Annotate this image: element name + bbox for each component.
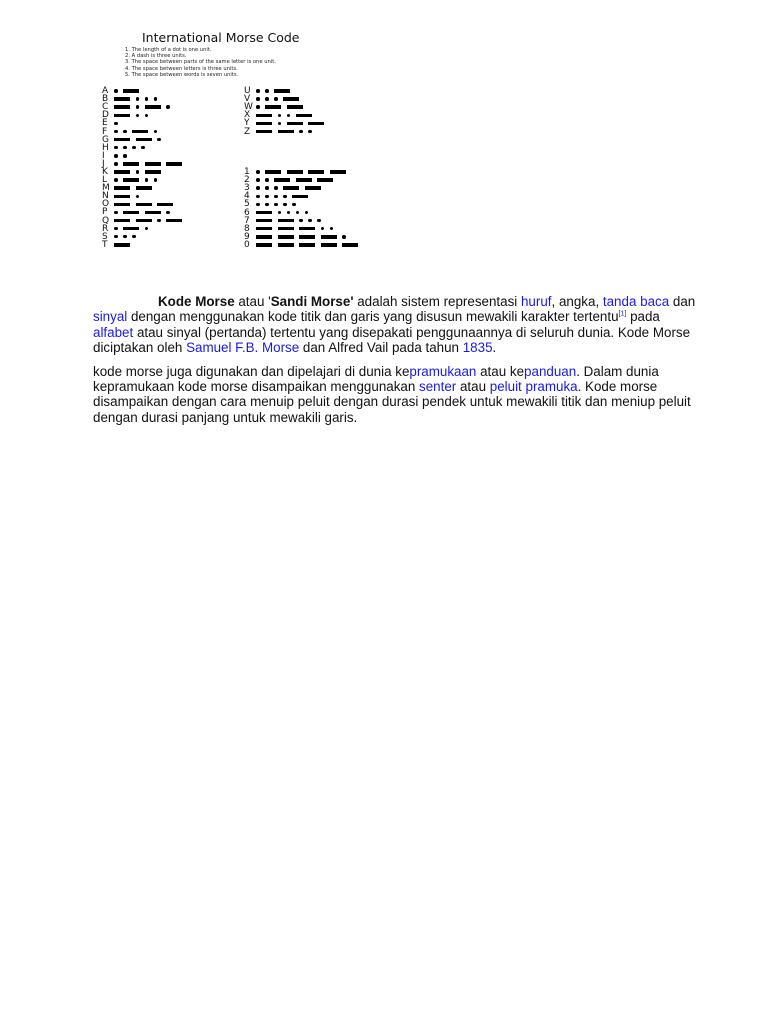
morse-dot [278,211,282,215]
morse-dash [308,170,324,174]
morse-symbols [114,243,136,247]
morse-symbols [114,138,166,142]
morse-char: N [102,191,109,202]
morse-char: 7 [244,215,250,226]
morse-dot [287,114,291,118]
morse-dot [287,211,291,215]
text: pada [626,309,660,325]
morse-dash [114,243,130,247]
morse-dot [256,170,260,174]
morse-dot [274,97,278,101]
text: dan [669,294,696,309]
morse-symbols [256,195,314,199]
morse-dash [123,178,139,182]
morse-dot [123,130,127,134]
morse-dot [330,227,334,231]
morse-dot [114,122,118,126]
morse-symbols [256,122,330,126]
term-sandi-morse: Sandi Morse' [270,294,354,309]
morse-row-c [102,103,188,111]
morse-row-6 [244,208,364,216]
link-1835[interactable]: 1835 [462,340,493,356]
morse-dash [296,114,312,118]
morse-dot [256,97,260,101]
morse-symbols [114,219,188,223]
morse-symbols [114,203,179,207]
text: kode morse juga digunakan dan dipelajari di dunia ke [93,363,410,379]
morse-dash [330,170,346,174]
morse-char: 8 [244,223,250,234]
morse-dash [145,170,161,174]
morse-row-b [102,95,188,103]
morse-dot [265,203,269,207]
morse-dot [299,130,303,134]
morse-dot [136,114,140,118]
morse-char: B [102,94,109,105]
text: , angka, [551,294,603,309]
morse-dot [123,235,127,239]
morse-symbols [114,162,188,166]
morse-row-h [102,144,188,152]
morse-symbols [256,235,351,239]
morse-dash [278,227,294,231]
text: . Dalam dunia kepramukaan kode morse disampaikan menggunakan [93,363,659,395]
morse-dash [278,243,294,247]
morse-code-chart [98,26,398,256]
morse-char: W [244,102,253,113]
morse-row-3 [244,184,364,192]
chart-title: International Morse Code [142,30,300,45]
morse-row-u [244,87,330,95]
morse-dash [114,105,130,109]
morse-dash [132,130,148,134]
morse-dash [292,195,308,199]
morse-dash [114,186,130,190]
morse-char: 9 [244,231,250,242]
morse-char: X [244,110,251,121]
morse-dash [317,178,333,182]
morse-dot [274,203,278,207]
morse-symbols [256,203,301,207]
morse-row-4 [244,192,364,200]
morse-dot [114,130,118,134]
morse-dot [114,227,118,231]
morse-symbols [114,89,145,93]
morse-row-8 [244,225,364,233]
morse-dot [145,178,149,182]
morse-dash [299,243,315,247]
morse-dot [157,219,161,223]
rule-item: 5. The space between words is seven units. [125,71,239,78]
morse-dot [256,195,260,199]
morse-dash [321,235,337,239]
morse-symbols [256,170,351,174]
morse-dash [287,105,303,109]
morse-dot [141,146,145,150]
morse-dot [274,195,278,199]
morse-dash [256,211,272,215]
morse-dot [154,97,158,101]
morse-dash [123,162,139,166]
morse-dash [256,243,272,247]
morse-dot [321,227,325,231]
morse-char: I [102,150,105,161]
morse-row-a [102,87,188,95]
morse-dash [166,162,182,166]
morse-row-m [102,184,188,192]
morse-dash [278,219,294,223]
morse-symbols [256,227,339,231]
morse-char: T [102,239,108,250]
morse-dot [256,178,260,182]
morse-dot [292,203,296,207]
morse-dash [256,219,272,223]
link-senter[interactable]: senter [419,379,457,395]
morse-dash [321,243,337,247]
morse-char: M [102,183,110,194]
morse-symbols [256,89,296,93]
morse-symbols [256,105,308,109]
morse-dash [296,178,312,182]
morse-symbols [114,227,154,231]
morse-row-r [102,225,188,233]
morse-symbols [256,114,317,118]
morse-symbols [256,178,339,182]
morse-dash [305,186,321,190]
morse-dot [283,203,287,207]
morse-dot [305,211,309,215]
morse-dash [166,219,182,223]
rule-item: 3. The space between parts of the same letter is one unit. [125,59,276,66]
morse-row-w [244,103,330,111]
morse-char: K [102,166,108,177]
morse-dash [256,235,272,239]
morse-dot [114,89,118,93]
morse-char: O [102,199,110,210]
morse-dash [287,122,303,126]
morse-char: P [102,207,108,218]
morse-dot [136,97,140,101]
morse-dot [132,146,136,150]
morse-row-f [102,127,188,135]
digits-column [244,168,364,249]
morse-dot [265,178,269,182]
morse-dash [256,114,272,118]
text: . Kode morse disampaikan dengan cara menuip peluit dengan durasi pendek untuk mewakili titik dan meniup peluit dengan durasi panjang untuk mewakili garis. [93,379,691,425]
morse-dash [123,89,139,93]
morse-char: 1 [244,167,250,178]
morse-dash [145,211,161,215]
document-body [93,294,703,433]
morse-dot [278,114,282,118]
morse-symbols [114,195,145,199]
morse-dot [166,211,170,215]
text: atau ' [234,294,271,309]
morse-symbols [114,178,163,182]
morse-row-7 [244,217,364,225]
morse-symbols [256,219,326,223]
morse-char: 4 [244,191,250,202]
morse-symbols [114,105,175,109]
reference-link[interactable]: [1] [618,310,627,318]
morse-symbols [114,122,123,126]
morse-dash [278,130,294,134]
morse-dash [123,211,139,215]
morse-symbols [114,186,157,190]
morse-dot [145,227,149,231]
morse-dot [265,195,269,199]
morse-row-p [102,208,188,216]
morse-dot [308,130,312,134]
morse-dot [278,122,282,126]
morse-dash [342,243,358,247]
morse-dash [256,130,272,134]
morse-row-s [102,233,188,241]
morse-dash [287,170,303,174]
link-tanda-baca[interactable]: tanda baca [602,294,670,309]
morse-dash [136,203,152,207]
morse-symbols [114,170,166,174]
morse-dot [154,130,158,134]
morse-dash [299,235,315,239]
morse-dot [265,97,269,101]
morse-char: S [102,231,108,242]
morse-dot [342,235,346,239]
link-peluit-pramuka[interactable]: peluit pramuka [489,379,578,395]
morse-row-y [244,119,330,127]
morse-dot [256,105,260,109]
morse-dash [136,186,152,190]
morse-dash [114,219,130,223]
morse-dot [265,186,269,190]
rule-item: 1. The length of a dot is one unit. [125,47,212,53]
link-huruf[interactable]: huruf [520,294,552,309]
text: atau sinyal (pertanda) tertentu yang disepakati penggunaannya di seluruh dunia. Kode Morse diciptakan oleh [93,324,691,356]
morse-dot [136,195,140,199]
morse-char: 0 [244,239,250,250]
morse-symbols [114,114,154,118]
morse-char: G [102,134,109,145]
morse-dot [114,162,118,166]
morse-symbols [114,154,132,158]
morse-char: Z [244,126,251,137]
morse-symbols [114,130,163,134]
morse-dash [114,195,130,199]
morse-dash [157,203,173,207]
morse-dot [296,211,300,215]
link-samuel-morse[interactable]: Samuel F.B. Morse [186,340,300,356]
morse-dash [136,219,152,223]
morse-dot [145,97,149,101]
letters-a-t-column [102,87,188,249]
morse-dash [114,97,130,101]
morse-char: F [102,126,108,137]
morse-dash [123,227,139,231]
morse-symbols [256,243,364,247]
link-panduan[interactable]: panduan [524,363,577,379]
morse-dash [299,227,315,231]
morse-dot [256,203,260,207]
text: atau [456,379,490,395]
morse-symbols [256,97,305,101]
morse-row-o [102,200,188,208]
morse-dot [157,138,161,142]
morse-symbols [114,235,141,239]
morse-char: 2 [244,175,250,186]
morse-char: U [244,86,251,97]
morse-dash [136,138,152,142]
morse-char: J [102,158,105,169]
morse-dot [114,211,118,215]
morse-dash [283,186,299,190]
rule-item: 2. A dash is three units. [125,53,187,60]
morse-char: Y [244,118,250,129]
morse-row-g [102,136,188,144]
morse-dash [265,105,281,109]
morse-dash [308,122,324,126]
morse-row-q [102,217,188,225]
morse-dot [166,105,170,109]
morse-symbols [114,146,150,150]
paragraph-intro [93,294,703,356]
morse-dash [265,170,281,174]
morse-dot [114,178,118,182]
morse-row-1 [244,168,364,176]
morse-symbols [114,97,163,101]
link-sinyal[interactable]: sinyal [93,309,128,325]
morse-row-0 [244,241,364,249]
morse-dash [274,178,290,182]
morse-row-e [102,119,188,127]
morse-dot [123,154,127,158]
term-kode-morse: Kode Morse [158,294,235,309]
morse-dash [114,203,130,207]
link-pramukaan[interactable]: pramukaan [409,363,477,379]
morse-dot [274,186,278,190]
paragraph-scouting [93,364,703,426]
morse-symbols [114,211,175,215]
morse-dash [256,227,272,231]
morse-dash [278,235,294,239]
morse-dash [145,162,161,166]
morse-row-d [102,111,188,119]
morse-char: D [102,110,109,121]
morse-dash [114,170,130,174]
morse-symbols [256,211,314,215]
letters-u-z-column [244,87,330,136]
morse-dot [114,154,118,158]
morse-row-t [102,241,188,249]
morse-dot [123,146,127,150]
morse-dash [283,97,299,101]
morse-row-5 [244,200,364,208]
morse-dot [132,235,136,239]
morse-char: E [102,118,108,129]
rule-item: 4. The space between letters is three units. [125,65,238,72]
morse-char: L [102,175,108,186]
morse-char: A [102,86,109,97]
morse-row-k [102,168,188,176]
morse-symbols [256,186,326,190]
morse-char: Q [102,215,110,226]
morse-dot [114,146,118,150]
morse-row-l [102,176,188,184]
morse-dot [256,89,260,93]
morse-char: 5 [244,199,250,210]
morse-dash [145,105,161,109]
morse-row-2 [244,176,364,184]
morse-dot [136,170,140,174]
morse-dot [283,195,287,199]
morse-row-x [244,111,330,119]
morse-dot [256,186,260,190]
morse-row-j [102,160,188,168]
morse-dot [308,219,312,223]
morse-row-9 [244,233,364,241]
text: dan Alfred Vail pada tahun [299,340,463,356]
morse-dot [299,219,303,223]
rules-list [125,47,276,78]
morse-symbols [256,130,317,134]
morse-char: H [102,142,109,153]
morse-char: V [244,94,251,105]
morse-dash [114,138,130,142]
morse-char: 3 [244,183,250,194]
morse-dot [154,178,158,182]
morse-dash [256,122,272,126]
morse-dash [114,114,130,118]
text: atau ke [476,363,525,379]
text: dengan menggunakan kode titik dan garis yang disusun mewakili karakter tertentu [127,309,619,325]
text: . [492,340,497,356]
morse-row-v [244,95,330,103]
morse-dot [145,114,149,118]
morse-row-z [244,127,330,135]
morse-dot [136,105,140,109]
link-alfabet[interactable]: alfabet [93,324,134,340]
morse-row-n [102,192,188,200]
morse-dash [274,89,290,93]
morse-char: C [102,102,109,113]
morse-row-i [102,152,188,160]
morse-dot [265,89,269,93]
morse-char: R [102,223,109,234]
morse-dot [114,235,118,239]
text: adalah sistem representasi [353,294,521,309]
morse-char: 6 [244,207,250,218]
morse-dot [317,219,321,223]
